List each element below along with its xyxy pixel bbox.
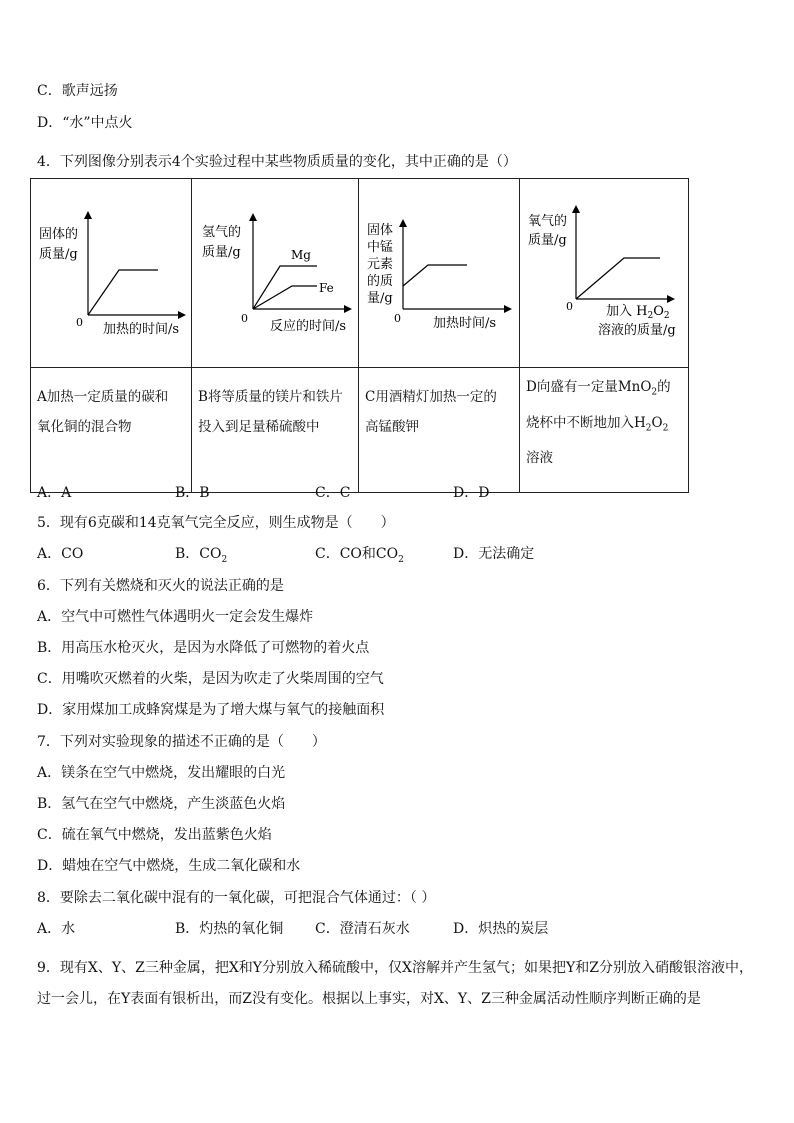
graph-a-xlabel: 加热的时间/s [103,322,180,337]
question-7: 7．下列对实验现象的描述不正确的是（ ） [37,734,326,750]
desc-d-line2: 烧杯中不断地加入$H_2O_2$ [526,414,669,434]
q5-option-d: D．无法确定 [453,546,535,562]
graph-c-ylabel1: 固体 [367,223,394,238]
q4-option-b: B．B [175,485,210,501]
graph-c-cell [359,179,520,368]
graph-b-ylabel2: 质量/g [202,245,241,260]
desc-c-line2: 高锰酸钾 [365,419,419,435]
graph-b-fe-label: Fe [319,281,334,295]
q7-option-c: C．硫在氧气中燃烧，发出蓝紫色火焰 [37,827,272,843]
desc-b [192,368,359,493]
graph-c-origin: 0 [394,312,401,325]
graph-b-origin: 0 [241,312,248,325]
q8-option-a: A．水 [37,921,76,937]
desc-b-line1: B将等质量的镁片和铁片 [198,389,343,405]
graph-b-curve-fe [253,286,317,309]
question-9: 9．现有X、Y、Z三种金属，把X和Y分别放入稀硫酸中，仅X溶解并产生氢气；如果把Y和Z分别放入硝酸银溶液中，过一会儿，在Y表面有银析出，而Z没有变化。根据以上事实，对X、Y、Z三种金属活动性顺序判断正确的是 [37,960,753,1007]
q6-option-a: A．空气中可燃性气体遇明火一定会发生爆炸 [37,609,314,625]
graph-c-y-arrow [399,219,407,227]
graph-c-curve [403,265,467,286]
graph-b-curve-mg [253,266,317,309]
desc-a-line2: 氧化铜的混合物 [37,419,132,435]
graph-d-xlabel2: 溶液的质量/g [598,323,676,338]
desc-d [520,368,689,493]
graph-d-xlabel1: 加入 $H_2O_2$ [606,304,670,321]
question-4-table [30,178,689,493]
graph-c-ylabel3: 元素 [367,257,394,272]
graph-d-ylabel2: 质量/g [528,233,567,248]
desc-c-line1: C用酒精灯加热一定的 [365,389,497,405]
graph-d-origin: 0 [566,300,573,313]
q6-option-c: C．用嘴吹灭燃着的火柴，是因为吹走了火柴周围的空气 [37,671,384,687]
q8-option-d: D．炽热的炭层 [453,921,549,937]
graph-c-xlabel: 加热时间/s [433,316,497,331]
graph-b-y-arrow [249,213,257,221]
graph-a-ylabel2: 质量/g [39,247,78,262]
q7-option-b: B．氢气在空气中燃烧，产生淡蓝色火焰 [37,796,286,812]
question-4: 4．下列图像分别表示4个实验过程中某些物质质量的变化，其中正确的是（） [37,154,517,170]
graph-b-ylabel1: 氢气的 [202,225,242,240]
desc-c [359,368,520,493]
graph-a-y-arrow [84,211,92,219]
option-d-prev: D．“水”中点火 [37,115,133,131]
graph-c-ylabel2: 中锰 [367,240,394,255]
graph-b-cell [192,179,359,368]
q5-option-b: B．$CO_2$ [175,546,228,565]
q4-option-c: C．C [315,485,351,501]
q8-option-b: B．灼热的氧化铜 [175,921,284,937]
desc-d-line1: D向盛有一定量MnO$_2$的 [526,379,671,398]
q5-option-c: C．CO和$CO_2$ [315,546,404,565]
q8-option-c: C．澄清石灰水 [315,921,410,937]
graph-a-origin: 0 [76,316,83,329]
graph-c-ylabel5: 量/g [367,291,393,306]
graph-c-ylabel4: 的质 [367,274,394,289]
option-c-prev: C．歌声远扬 [37,83,118,99]
graph-d-ylabel1: 氧气的 [528,214,568,229]
graph-d-cell [520,179,689,368]
question-5: 5．现有6克碳和14克氧气完全反应，则生成物是（ ） [37,515,395,531]
graph-d-x-arrow [667,295,675,303]
graph-c-x-arrow [504,305,512,313]
q6-option-d: D．家用煤加工成蜂窝煤是为了增大煤与氧气的接触面积 [37,702,385,718]
q4-option-a: A．A [37,485,72,501]
graph-a-curve [88,270,158,315]
desc-d-line3: 溶液 [526,450,553,467]
graph-a [31,179,192,363]
desc-b-line2: 投入到足量稀硫酸中 [198,419,320,435]
q4-option-d: D．D [453,485,490,501]
graph-c [359,179,520,363]
q7-option-a: A．镁条在空气中燃烧，发出耀眼的白光 [37,765,286,781]
desc-a-line1: A加热一定质量的碳和 [37,389,169,405]
graph-b-mg-label: Mg [291,248,311,262]
question-6: 6．下列有关燃烧和灭火的说法正确的是 [37,578,284,594]
q6-option-b: B．用高压水枪灭火，是因为水降低了可燃物的着火点 [37,640,370,656]
graph-a-x-arrow [178,311,186,319]
q7-option-d: D．蜡烛在空气中燃烧，生成二氧化碳和水 [37,858,301,874]
question-8: 8．要除去二氧化碳中混有的一氧化碳，可把混合气体通过：（ ） [37,890,436,906]
graph-a-ylabel1: 固体的 [39,227,79,242]
graph-b-x-arrow [344,305,352,313]
q5-option-a: A．CO [37,546,84,562]
graph-b [192,179,359,363]
graph-d-curve [576,258,660,299]
graph-a-cell [31,179,192,368]
desc-a [31,368,192,493]
graph-d [520,179,689,363]
graph-d-y-arrow [572,205,580,213]
graph-b-xlabel: 反应的时间/s [270,319,347,334]
